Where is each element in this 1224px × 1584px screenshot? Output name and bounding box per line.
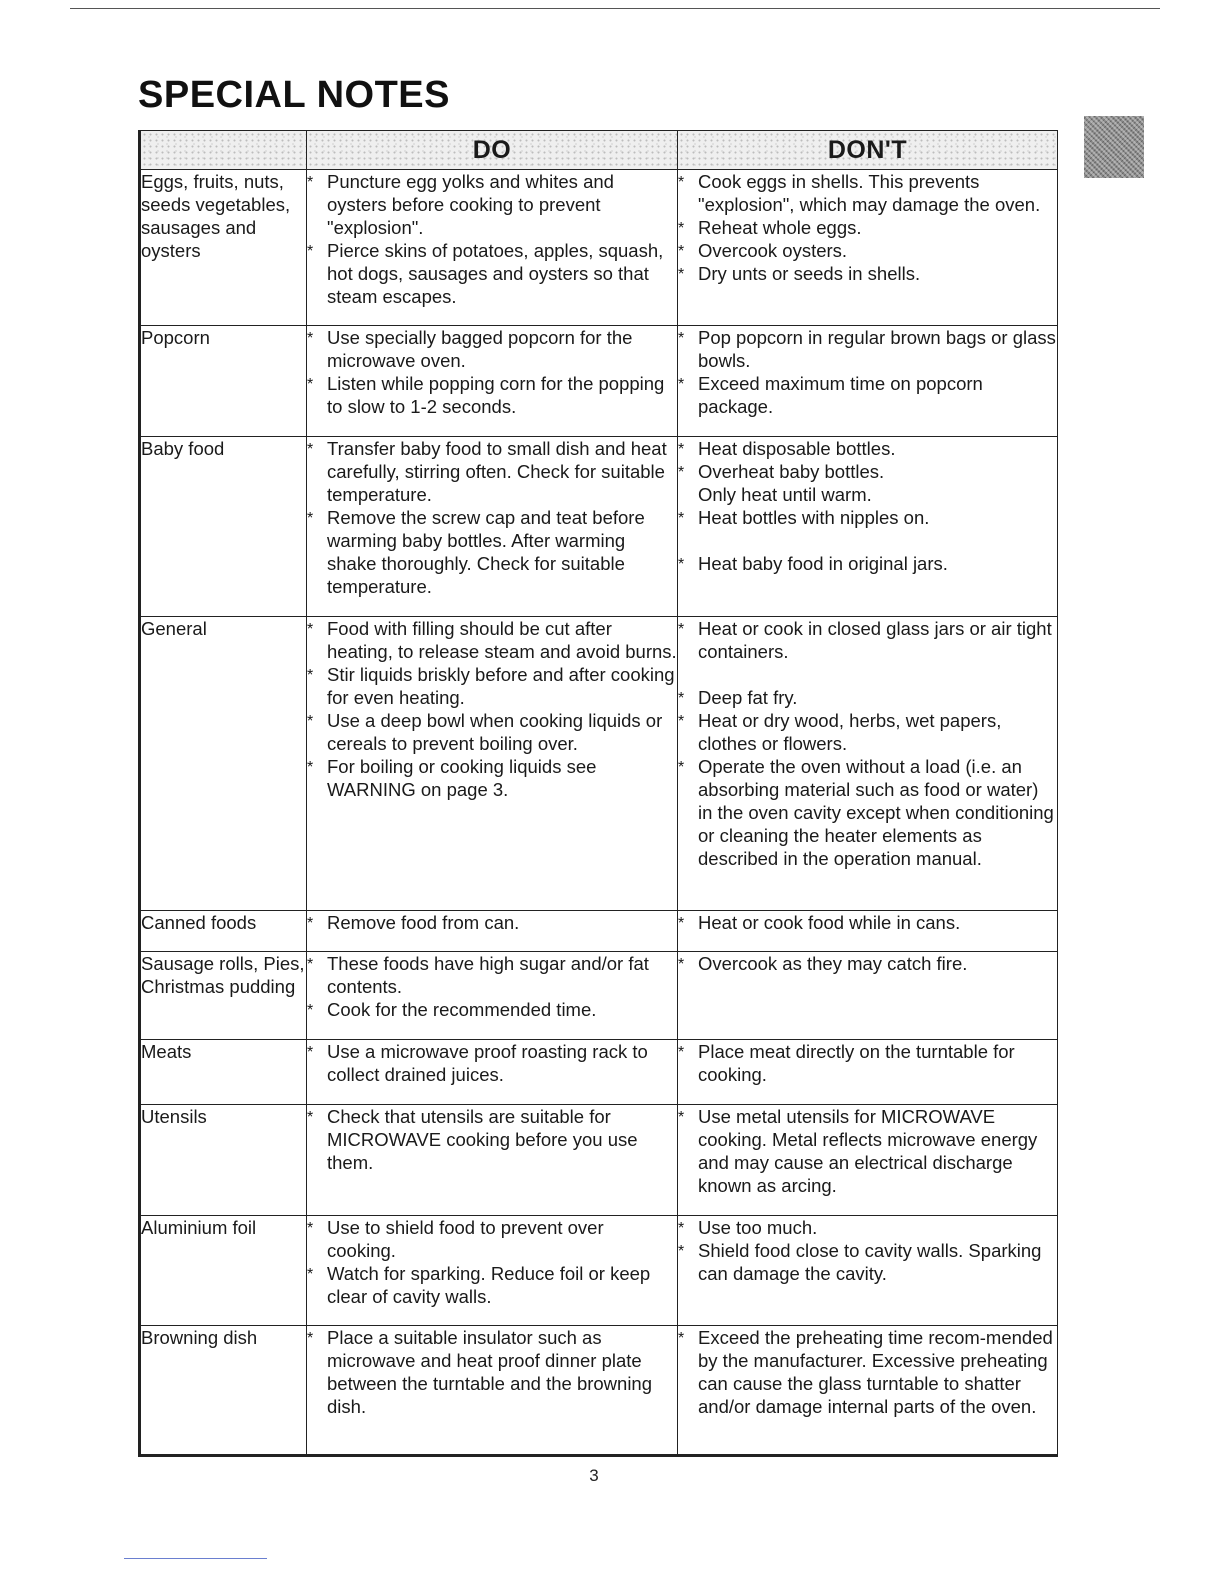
table-row xyxy=(140,952,1058,1040)
do-cell xyxy=(307,437,678,617)
table-row xyxy=(140,326,1058,437)
dont-item: * Heat disposable bottles. xyxy=(678,437,1057,460)
do-item: * Use to shield food to prevent over cooking. xyxy=(307,1216,677,1262)
do-cell xyxy=(307,170,678,326)
do-item: * For boiling or cooking liquids see WARNING on page 3. xyxy=(307,755,677,801)
dont-item: * Dry unts or seeds in shells. xyxy=(678,262,1057,285)
dont-item: * Heat or cook in closed glass jars or air tight containers. xyxy=(678,617,1057,663)
do-item: * Listen while popping corn for the popping to slow to 1-2 seconds. xyxy=(307,372,677,418)
dont-item: * Exceed maximum time on popcorn package. xyxy=(678,372,1057,418)
header-row xyxy=(140,131,1058,170)
header-do: DO xyxy=(307,131,678,170)
category-label: Baby food xyxy=(141,438,225,459)
page-number: 3 xyxy=(589,1466,599,1485)
dont-cell xyxy=(678,952,1058,1040)
dont-cell xyxy=(678,170,1058,326)
category-label: Eggs, fruits, nuts, seeds vegetables, sausages and oysters xyxy=(141,171,291,261)
table-row xyxy=(140,1105,1058,1216)
do-cell xyxy=(307,617,678,911)
dont-cell xyxy=(678,1326,1058,1456)
table-row xyxy=(140,1326,1058,1456)
table-row xyxy=(140,1040,1058,1105)
do-item: * Check that utensils are suitable for MICROWAVE cooking before you use them. xyxy=(307,1105,677,1174)
dont-cell xyxy=(678,1105,1058,1216)
do-cell xyxy=(307,1040,678,1105)
dont-cell xyxy=(678,1216,1058,1326)
dont-cell xyxy=(678,1040,1058,1105)
do-item: * Stir liquids briskly before and after cooking for even heating. xyxy=(307,663,677,709)
category-cell xyxy=(140,437,307,617)
do-cell xyxy=(307,952,678,1040)
top-rule xyxy=(70,8,1160,9)
dont-item: Only heat until warm. xyxy=(698,484,872,505)
special-notes-table xyxy=(138,130,1058,1457)
category-label: Popcorn xyxy=(141,327,210,348)
do-item: * Puncture egg yolks and whites and oysters before cooking to prevent "explosion". xyxy=(307,170,677,239)
category-label: Utensils xyxy=(141,1106,207,1127)
category-cell xyxy=(140,1216,307,1326)
dont-item: * Heat or dry wood, herbs, wet papers, clothes or flowers. xyxy=(678,709,1057,755)
category-cell xyxy=(140,1040,307,1105)
category-cell xyxy=(140,952,307,1040)
table-row xyxy=(140,617,1058,911)
do-item: * These foods have high sugar and/or fat contents. xyxy=(307,952,677,998)
category-label: Aluminium foil xyxy=(141,1217,257,1238)
do-item: * Remove food from can. xyxy=(307,911,677,934)
table-row xyxy=(140,1216,1058,1326)
dont-item: * Place meat directly on the turntable for cooking. xyxy=(678,1040,1057,1086)
dont-item: * Heat baby food in original jars. xyxy=(678,552,1057,575)
dont-cell xyxy=(678,437,1058,617)
category-cell xyxy=(140,1105,307,1216)
dont-item: * Use too much. xyxy=(678,1216,1057,1239)
dont-item: * Use metal utensils for MICROWAVE cooking. Metal reflects microwave energy and may cause an electrical discharge known as arcing. xyxy=(678,1105,1057,1197)
category-cell xyxy=(140,617,307,911)
category-label: Canned foods xyxy=(141,912,257,933)
do-item: * Use a microwave proof roasting rack to collect drained juices. xyxy=(307,1040,677,1086)
dont-item: * Overheat baby bottles. xyxy=(678,460,1057,483)
do-item: * Food with filling should be cut after heating, to release steam and avoid burns. xyxy=(307,617,677,663)
bottom-rule xyxy=(124,1558,267,1559)
page-title: SPECIAL NOTES xyxy=(138,74,450,116)
dont-item: * Overcook oysters. xyxy=(678,239,1057,262)
dont-item: * Operate the oven without a load (i.e. an absorbing material such as food or water) in the oven cavity except when conditioning or cleaning the heater elements as described in the operation manual. xyxy=(678,755,1057,870)
do-item: * Place a suitable insulator such as microwave and heat proof dinner plate between the turntable and the browning dish. xyxy=(307,1326,677,1418)
dont-item: * Exceed the preheating time recom-mended by the manufacturer. Excessive preheating can cause the glass turntable to shatter and/or damage internal parts of the oven. xyxy=(678,1326,1057,1418)
category-cell xyxy=(140,1326,307,1456)
do-cell xyxy=(307,326,678,437)
dont-item: * Deep fat fry. xyxy=(678,686,1057,709)
do-cell xyxy=(307,1216,678,1326)
category-cell xyxy=(140,911,307,952)
dont-cell xyxy=(678,911,1058,952)
category-label: Meats xyxy=(141,1041,192,1062)
dont-cell xyxy=(678,326,1058,437)
dont-item: * Shield food close to cavity walls. Sparking can damage the cavity. xyxy=(678,1239,1057,1285)
dont-item: * Heat bottles with nipples on. xyxy=(678,506,1057,529)
dont-item: * Reheat whole eggs. xyxy=(678,216,1057,239)
do-item: * Use specially bagged popcorn for the microwave oven. xyxy=(307,326,677,372)
do-item: * Cook for the recommended time. xyxy=(307,998,677,1021)
do-item: * Use a deep bowl when cooking liquids or cereals to prevent boiling over. xyxy=(307,709,677,755)
dont-item: * Pop popcorn in regular brown bags or glass bowls. xyxy=(678,326,1057,372)
do-item: * Pierce skins of potatoes, apples, squash, hot dogs, sausages and oysters so that steam escapes. xyxy=(307,239,677,308)
table-row xyxy=(140,170,1058,326)
category-cell xyxy=(140,326,307,437)
category-label: General xyxy=(141,618,207,639)
do-item: * Transfer baby food to small dish and heat carefully, stirring often. Check for suitable temperature. xyxy=(307,437,677,506)
do-cell xyxy=(307,911,678,952)
category-label: Browning dish xyxy=(141,1327,258,1348)
section-tab-marker xyxy=(1084,116,1144,178)
do-item: * Watch for sparking. Reduce foil or keep clear of cavity walls. xyxy=(307,1262,677,1308)
table-row xyxy=(140,911,1058,952)
dont-item: * Overcook as they may catch fire. xyxy=(678,952,1057,975)
do-cell xyxy=(307,1105,678,1216)
category-label: Sausage rolls, Pies, Christmas pudding xyxy=(141,953,305,997)
header-category xyxy=(140,131,307,170)
do-cell xyxy=(307,1326,678,1456)
dont-item: * Heat or cook food while in cans. xyxy=(678,911,1057,934)
category-cell xyxy=(140,170,307,326)
dont-item: * Cook eggs in shells. This prevents "explosion", which may damage the oven. xyxy=(678,170,1057,216)
table-row xyxy=(140,437,1058,617)
header-dont: DON'T xyxy=(678,131,1058,170)
dont-cell xyxy=(678,617,1058,911)
do-item: * Remove the screw cap and teat before warming baby bottles. After warming shake thoroughly. Check for suitable temperature. xyxy=(307,506,677,598)
